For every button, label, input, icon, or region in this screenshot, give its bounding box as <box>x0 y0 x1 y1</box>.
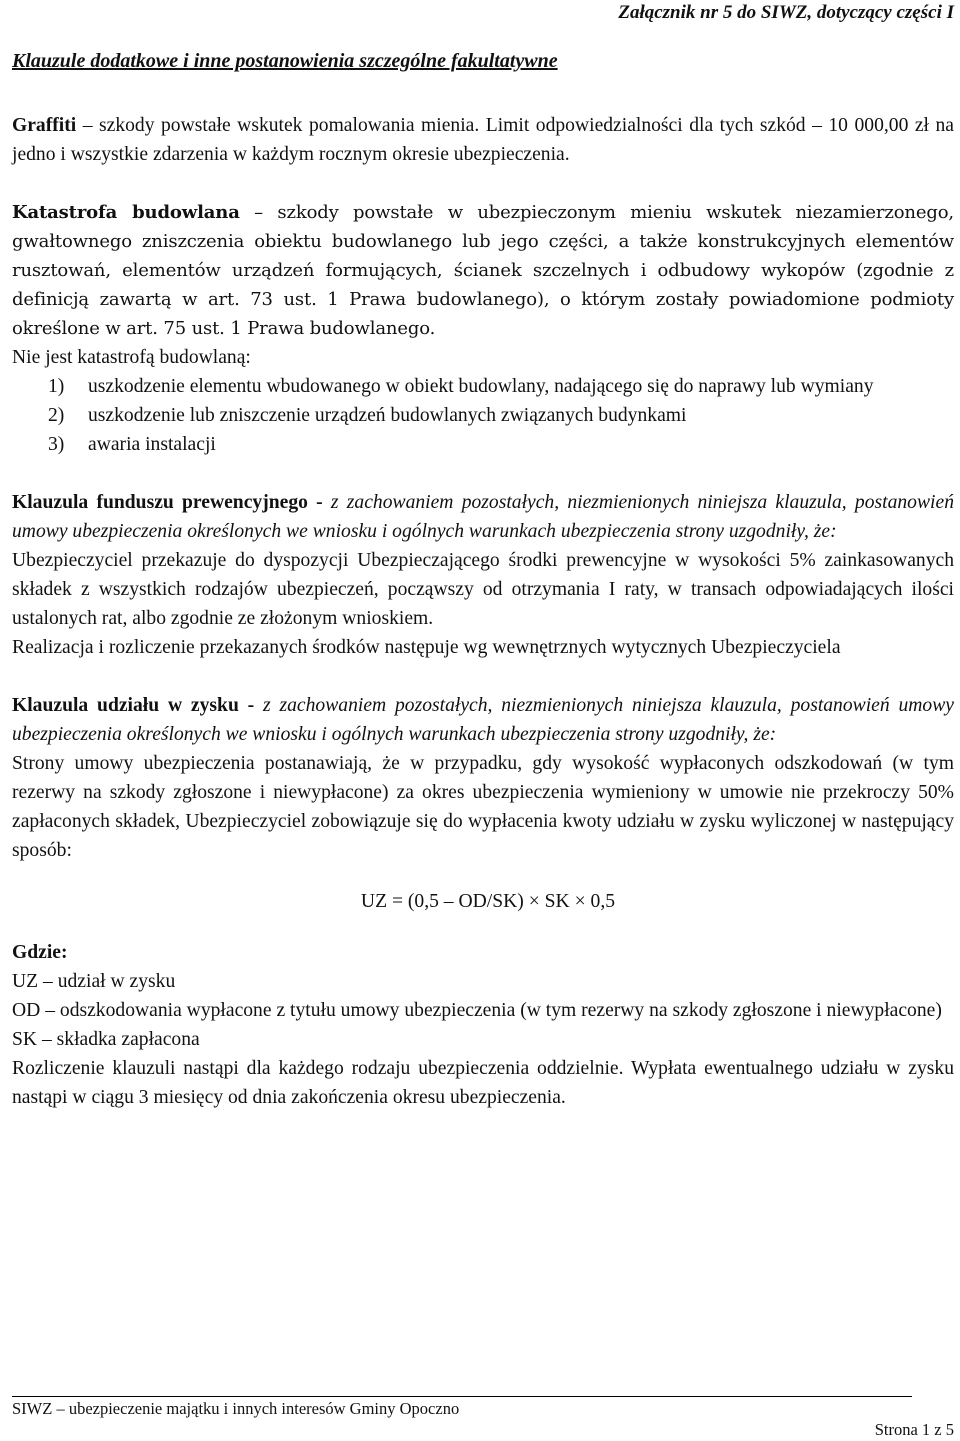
udzial-label: Klauzula udziału w zysku - <box>12 695 255 716</box>
katastrofa-exclusion-intro: Nie jest katastrofą budowlaną: <box>12 347 251 368</box>
footer-divider <box>12 1396 912 1397</box>
annex-header: Załącznik nr 5 do SIWZ, dotyczący części I <box>618 2 954 23</box>
list-item-text: awaria instalacji <box>88 434 216 455</box>
document-body <box>12 111 954 1112</box>
list-item-text: uszkodzenie lub zniszczenie urządzeń budowlanych związanych budynkami <box>88 405 687 426</box>
fundusz-text-1: Ubezpieczyciel przekazuje do dyspozycji Ubezpieczającego środki prewencyjne w wysokości 5% zainkasowanych składek z wszystkich rodzajów ubezpieczeń, począwszy od otrzymania I raty, w transach odpowiadających ilości ustalonych rat, albo zgodnie ze złożonym wnioskiem. <box>12 550 954 629</box>
fundusz-intro: z zachowaniem pozostałych, niezmienionych niniejsza klauzula, postanowień umowy ubezpieczenia określonych we wniosku i ogólnych warunkach ubezpieczenia strony uzgodniły, że: <box>12 492 954 542</box>
list-item-number: 1) <box>48 376 65 397</box>
page-number: Strona 1 z 5 <box>874 1420 954 1439</box>
graffiti-label: Graffiti <box>12 115 77 136</box>
definition-sk: SK – składka zapłacona <box>12 1029 200 1050</box>
settlement-text: Rozliczenie klauzuli nastąpi dla każdego rodzaju ubezpieczenia oddzielnie. Wypłata ewentualnego udziału w zysku nastąpi w ciągu 3 miesięcy od dnia zakończenia okresu ubezpieczenia. <box>12 1058 954 1108</box>
exclusion-list <box>12 372 954 459</box>
definition-od: OD – odszkodowania wypłacone z tytułu umowy ubezpieczenia (w tym rezerwy na szkody zgłoszone i niewypłacone) <box>12 1000 942 1021</box>
katastrofa-clause <box>12 198 954 343</box>
spacer <box>12 169 954 198</box>
list-item <box>48 430 954 459</box>
profit-share-formula: UZ = (0,5 – OD/SK) × SK × 0,5 <box>360 891 616 912</box>
footer-document-name: SIWZ – ubezpieczenie majątku i innych interesów Gminy Opoczno <box>12 1399 460 1418</box>
katastrofa-text: – szkody powstałe w ubezpieczonym mieniu wskutek niezamierzonego, gwałtownego zniszczenia obiektu budowlanego lub jego części, a także konstrukcyjnych elementów rusztowań, elementów urządzeń formujących, ścianek szczelnych i odbudowy wykopów (zgodnie z definicją zawartą w art. 73 ust. 1 Prawa budowlanego), o którym zostały powiadomione podmioty określone w art. 75 ust. 1 Prawa budowlanego. <box>12 202 954 339</box>
where-label: Gdzie: <box>12 942 68 963</box>
fundusz-text-2: Realizacja i rozliczenie przekazanych środków następuje wg wewnętrznych wytycznych Ubezpieczyciela <box>12 637 841 658</box>
fundusz-label: Klauzula funduszu prewencyjnego - <box>12 492 323 513</box>
graffiti-text: – szkody powstałe wskutek pomalowania mienia. Limit odpowiedzialności dla tych szkód – 10 000,00 zł na jedno i wszystkie zdarzenia w każdym rocznym okresie ubezpieczenia. <box>12 115 954 165</box>
list-item-number: 3) <box>48 434 65 455</box>
udzial-text: Strony umowy ubezpieczenia postanawiają, że w przypadku, gdy wysokość wypłaconych odszkodowań (w tym rezerwy na szkody zgłoszone i niewypłacone) za okres ubezpieczenia wymieniony w umowie nie przekroczy 50% zapłaconych składek, Ubezpieczyciel zobowiązuje się do wypłacenia kwoty udziału w zysku wyliczonej w następujący sposób: <box>12 753 954 861</box>
udzial-intro: z zachowaniem pozostałych, niezmienionych niniejsza klauzula, postanowień umowy ubezpieczenia określonych we wniosku i ogólnych warunkach ubezpieczenia strony uzgodniły, że: <box>12 695 954 745</box>
fundusz-clause-intro <box>12 488 954 546</box>
graffiti-clause <box>12 111 954 169</box>
list-item-text: uszkodzenie elementu wbudowanego w obiekt budowlany, nadającego się do naprawy lub wymiany <box>88 376 874 397</box>
definition-uz: UZ – udział w zysku <box>12 971 176 992</box>
list-item <box>48 401 954 430</box>
list-item <box>48 372 954 401</box>
list-item-number: 2) <box>48 405 65 426</box>
udzial-clause-intro <box>12 691 954 749</box>
document-title: Klauzule dodatkowe i inne postanowienia szczególne fakultatywne <box>12 50 558 72</box>
spacer <box>12 459 954 488</box>
spacer <box>12 662 954 691</box>
katastrofa-label: Katastrofa budowlana <box>12 202 240 223</box>
